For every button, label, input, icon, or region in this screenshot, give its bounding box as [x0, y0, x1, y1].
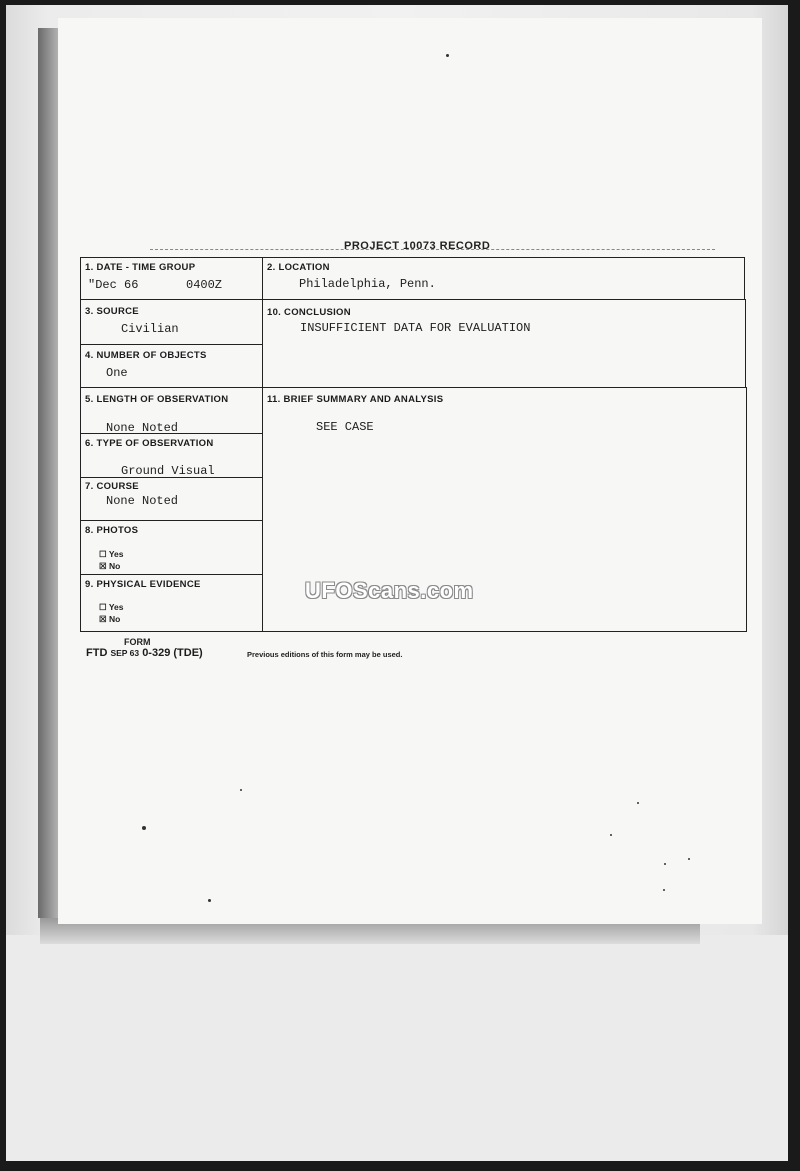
- physical-evidence-yes-checkbox: ☐: [99, 602, 107, 612]
- dust-speck: [664, 863, 666, 865]
- type-of-observation-label: 6. TYPE OF OBSERVATION: [85, 438, 214, 449]
- scan-frame-left: [0, 0, 6, 1171]
- dust-speck: [688, 858, 690, 860]
- footer-form-word: FORM: [124, 637, 151, 647]
- length-of-observation-value: None Noted: [106, 421, 179, 435]
- photos-label: 8. PHOTOS: [85, 525, 139, 536]
- photos-no-checkbox: ☒: [99, 561, 107, 571]
- time-value: 0400Z: [186, 278, 223, 292]
- photos-yes-checkbox: ☐: [99, 549, 107, 559]
- dust-speck: [208, 899, 211, 902]
- physical-evidence-no-label: No: [109, 614, 121, 624]
- dust-speck: [142, 826, 146, 830]
- date-value: "Dec 66: [88, 278, 139, 292]
- form-title: PROJECT 10073 RECORD: [344, 240, 491, 252]
- source-label: 3. SOURCE: [85, 306, 139, 317]
- footer-note: Previous editions of this form may be used.: [247, 650, 403, 659]
- scan-frame-top: [0, 0, 800, 5]
- summary-value: SEE CASE: [316, 420, 374, 434]
- footer-form-prefix: FTD: [86, 647, 108, 659]
- divider-8-9: [80, 574, 263, 575]
- column-divider: [262, 257, 263, 632]
- photos-yes-option: [99, 549, 124, 560]
- physical-evidence-no-option: [99, 614, 120, 625]
- number-of-objects-label: 4. NUMBER OF OBJECTS: [85, 350, 207, 361]
- source-value: Civilian: [121, 322, 179, 336]
- physical-evidence-yes-label: Yes: [108, 602, 124, 612]
- paper-shadow-left: [38, 28, 60, 918]
- dust-speck: [637, 802, 639, 804]
- physical-evidence-yes-option: [99, 602, 124, 613]
- footer-form-date: SEP 63: [110, 648, 140, 658]
- course-value: None Noted: [106, 494, 179, 508]
- dust-speck: [446, 54, 449, 57]
- date-time-group-label: 1. DATE - TIME GROUP: [85, 262, 196, 273]
- number-of-objects-value: One: [106, 366, 128, 380]
- type-of-observation-value: Ground Visual: [121, 464, 215, 478]
- conclusion-value: INSUFFICIENT DATA FOR EVALUATION: [300, 321, 531, 335]
- physical-evidence-label: 9. PHYSICAL EVIDENCE: [85, 579, 201, 590]
- lower-sheet: [0, 935, 800, 1171]
- watermark: UFOScans.com: [305, 578, 474, 603]
- footer-form-id: [86, 647, 203, 659]
- scan-frame-right: [788, 0, 800, 1171]
- divider-7-8: [80, 520, 263, 521]
- location-value: Philadelphia, Penn.: [299, 277, 436, 291]
- location-label: 2. LOCATION: [267, 262, 330, 273]
- photos-yes-label: Yes: [108, 549, 124, 559]
- dust-speck: [240, 789, 242, 791]
- course-label: 7. COURSE: [85, 481, 139, 492]
- dust-speck: [610, 834, 612, 836]
- photos-no-label: No: [109, 561, 121, 571]
- dust-speck: [663, 889, 665, 891]
- divider-3-4: [80, 344, 263, 345]
- summary-label: 11. BRIEF SUMMARY AND ANALYSIS: [267, 394, 444, 405]
- conclusion-label: 10. CONCLUSION: [267, 307, 351, 318]
- photos-no-option: [99, 561, 120, 572]
- footer-form-number: 0-329 (TDE): [142, 647, 203, 659]
- physical-evidence-no-checkbox: ☒: [99, 614, 107, 624]
- length-of-observation-label: 5. LENGTH OF OBSERVATION: [85, 394, 229, 405]
- scan-frame-bottom: [0, 1161, 800, 1171]
